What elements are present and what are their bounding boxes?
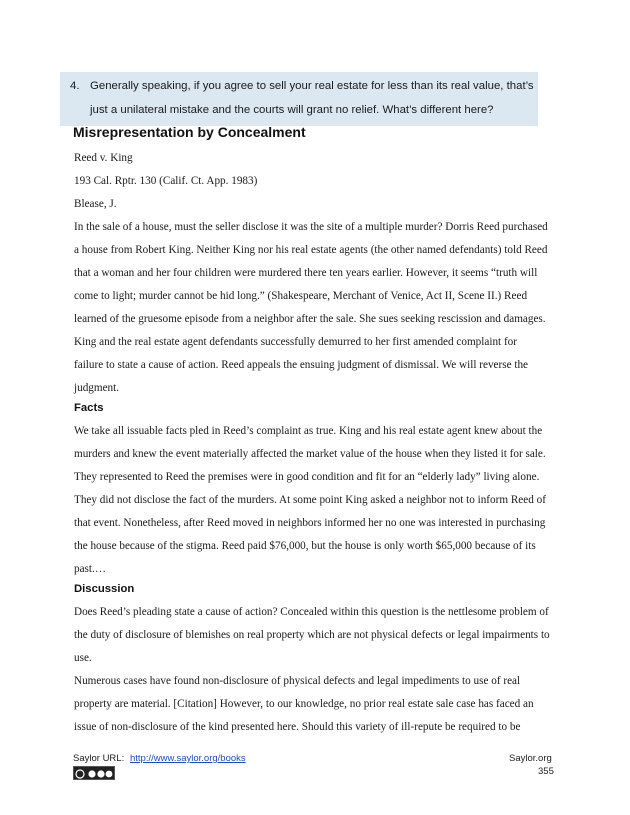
facts-line: They represented to Reed the premises were in good condition and fit for an “elderly lady” living alone. [74, 471, 540, 483]
discussion-line: Numerous cases have found non-disclosure of physical defects and legal impediments to use of real [74, 675, 521, 687]
case-judge: Blease, J. [74, 198, 117, 210]
case-citation: 193 Cal. Rptr. 130 (Calif. Ct. App. 1983) [74, 175, 258, 187]
facts-line: murders and knew the event materially affected the market value of the house when they listed it for sale. [74, 448, 546, 460]
intro-line: King and the real estate agent defendants successfully demurred to her first amended complaint for [74, 336, 517, 348]
intro-line: In the sale of a house, must the seller disclose it was the site of a multiple murder? Dorris Reed purchased [74, 221, 548, 233]
section-heading: Misrepresentation by Concealment [73, 124, 306, 140]
intro-line: failure to state a cause of action. Reed appeals the ensuing judgment of dismissal. We will reverse the [74, 359, 529, 371]
discussion-line: use. [74, 652, 92, 664]
discussion-line: the duty of disclosure of blemishes on real property which are not physical defects or legal impairments to [74, 629, 550, 641]
footer-url-label: Saylor URL: [73, 753, 125, 764]
intro-line: learned of the gruesome episode from a neighbor after the sale. She sues seeking rescission and damages. [74, 313, 546, 325]
intro-line: judgment. [74, 382, 120, 394]
intro-line: a house from Robert King. Neither King nor his real estate agents (the other named defendants) told Reed [74, 244, 548, 256]
discussion-heading: Discussion [74, 583, 135, 595]
facts-line: that event. Nonetheless, after Reed moved in neighbors informed her no one was interested in purchasing [74, 517, 546, 529]
facts-heading: Facts [74, 402, 104, 414]
discussion-line: property are material. [Citation] However, to our knowledge, no prior real estate sale case has faced an [74, 698, 534, 710]
question-number: 4. [70, 80, 80, 92]
footer-site: Saylor.org [509, 753, 552, 764]
facts-line: the house because of the stigma. Reed paid $76,000, but the house is only worth $65,000 because of its [74, 540, 536, 552]
facts-line: They did not disclose the fact of the murders. At some point King asked a neighbor not to inform Reed of [74, 494, 546, 506]
facts-line: We take all issuable facts pled in Reed’s complaint as true. King and his real estate agent knew about the [74, 425, 543, 437]
case-name: Reed v. King [74, 152, 133, 164]
footer-url-link[interactable]: http://www.saylor.org/books [130, 753, 246, 764]
intro-line: come to light; murder cannot be hid long.” (Shakespeare, Merchant of Venice, Act II, Scene II.) Reed [74, 290, 528, 302]
discussion-line: issue of non-disclosure of the kind presented here. Should this variety of ill-repute be required to be [74, 721, 521, 733]
question-line: Generally speaking, if you agree to sell your real estate for less than its real value, that’s [90, 80, 534, 92]
question-line: just a unilateral mistake and the courts will grant no relief. What’s different here? [90, 104, 494, 116]
facts-line: past.… [74, 563, 107, 575]
cc-logo-icon [74, 768, 114, 780]
intro-line: that a woman and her four children were murdered there ten years earlier. However, it seems “truth will [74, 267, 538, 279]
license-badge-icon [73, 766, 115, 780]
discussion-line: Does Reed’s pleading state a cause of action? Concealed within this question is the nettlesome problem of [74, 606, 549, 618]
page-number: 355 [538, 766, 554, 777]
